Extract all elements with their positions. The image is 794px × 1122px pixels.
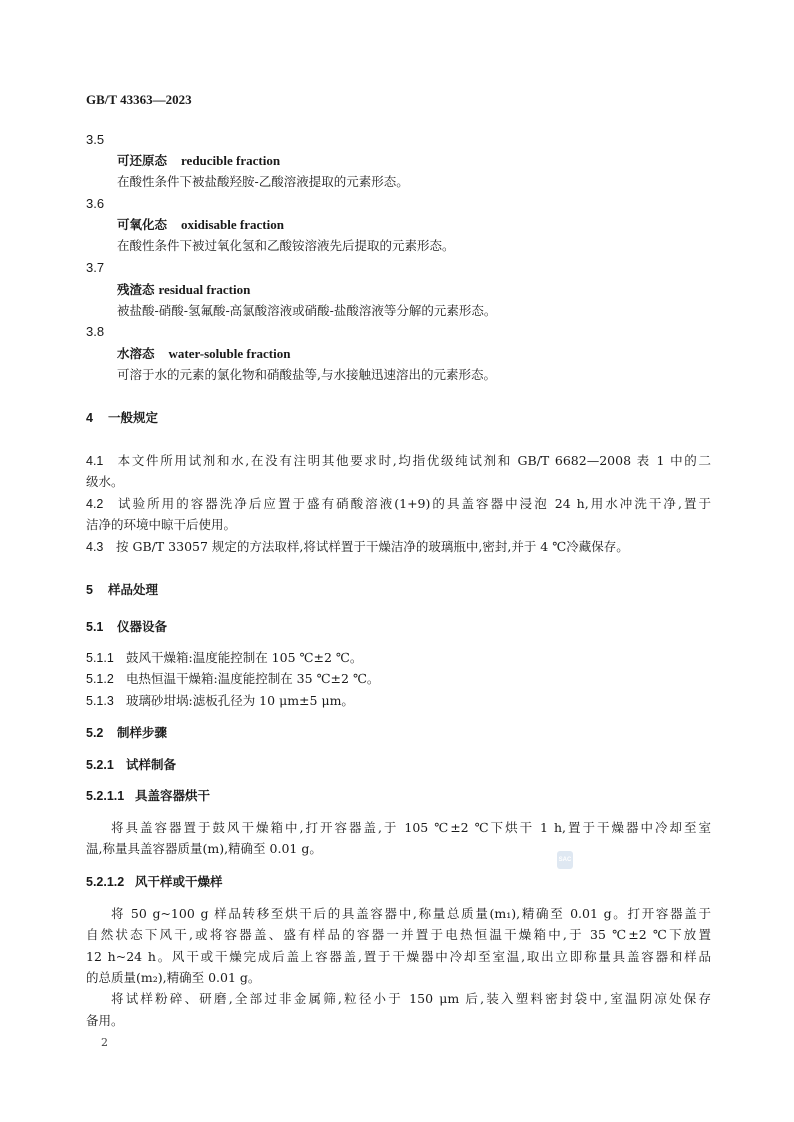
standard-header: GB/T 43363—2023 [86,92,192,107]
clause-number: 5.1.1 [86,651,114,665]
section-title: 制样步骤 [117,725,168,740]
paragraph-line: 的总质量(m₂),精确至 0.01 g。 [86,970,261,985]
subsection-5-1-heading [86,619,167,635]
clause-5-1-3 [86,693,354,709]
section-title: 风干样或干燥样 [135,874,223,889]
paragraph-line: 将 50 g~100 g 样品转移至烘干后的具盖容器中,称量总质量(m₁),精确至 0.01 g。打开容器盖于 [111,906,711,921]
term-title [117,346,290,362]
clause-text: 本文件所用试剂和水,在没有注明其他要求时,均指优级纯试剂和 GB/T 6682—2008 表 1 中的二 [116,453,711,468]
clause-text: 级水。 [86,474,124,489]
subsection-5-2-1-1-heading [86,788,210,804]
section-number: 5.1 [86,620,104,634]
clause-text: 试验所用的容器洗净后应置于盛有硝酸溶液(1+9)的具盖容器中浸泡 24 h,用水冲洗干净,置于 [116,496,711,511]
clause-number: 4.2 [86,497,104,511]
clause-number: 5.1.3 [86,694,114,708]
page-number: 2 [101,1036,108,1049]
clause-4-2 [86,496,711,512]
term-definition: 可溶于水的元素的氯化物和硝酸盐等,与水接触迅速溶出的元素形态。 [117,367,496,382]
section-4-heading [86,410,158,426]
paragraph-line: 将具盖容器置于鼓风干燥箱中,打开容器盖,于 105 ℃±2 ℃下烘干 1 h,置于干燥器中冷却至室 [111,820,711,835]
term-title [117,153,280,169]
subsection-5-2-heading [86,725,167,741]
clause-number: 4.3 [86,540,104,554]
term-definition: 在酸性条件下被盐酸羟胺-乙酸溶液提取的元素形态。 [117,174,409,189]
term-en: oxidisable fraction [181,217,284,232]
sac-watermark-logo: SAC [557,851,573,869]
term-en: reducible fraction [181,153,281,168]
clause-text: 鼓风干燥箱:温度能控制在 105 ℃±2 ℃。 [126,650,363,665]
term-definition: 被盐酸-硝酸-氢氟酸-高氯酸溶液或硝酸-盐酸溶液等分解的元素形态。 [117,303,497,318]
term-number: 3.5 [86,132,105,147]
subsection-5-2-1-heading [86,757,176,773]
paragraph-line: 12 h~24 h。风干或干燥完成后盖上容器盖,置于干燥器中冷却至室温,取出立即称量具盖容器和样品 [86,949,711,964]
clause-text: 洁净的环境中晾干后使用。 [86,517,237,532]
section-number: 5.2.1.1 [86,789,125,803]
clause-4-1 [86,453,711,469]
subsection-5-2-1-2-heading [86,874,223,890]
term-zh: 可氧化态 [117,217,168,232]
section-5-heading [86,582,158,598]
term-title [117,282,250,298]
section-number: 5 [86,583,93,597]
clause-4-3 [86,539,629,555]
term-zh: 残渣态 [117,282,155,297]
clause-text: 按 GB/T 33057 规定的方法取样,将试样置于干燥洁净的玻璃瓶中,密封,并于 4 ℃冷藏保存。 [116,539,629,554]
paragraph-line: 温,称量具盖容器质量(m),精确至 0.01 g。 [86,841,322,856]
section-title: 仪器设备 [117,619,168,634]
paragraph-line: 备用。 [86,1013,124,1028]
term-en: residual fraction [158,282,251,297]
clause-text: 玻璃砂坩埚:滤板孔径为 10 μm±5 μm。 [126,693,354,708]
clause-5-1-1 [86,650,362,666]
clause-5-1-2 [86,671,379,687]
term-en: water-soluble fraction [168,346,291,361]
section-title: 一般规定 [108,410,159,425]
section-number: 5.2.1 [86,758,114,772]
term-number: 3.7 [86,260,105,275]
section-title: 样品处理 [108,582,159,597]
paragraph-line: 将试样粉碎、研磨,全部过非金属筛,粒径小于 150 μm 后,装入塑料密封袋中,室温阴凉处保存 [111,991,711,1006]
section-number: 5.2 [86,726,104,740]
section-title: 试样制备 [126,757,177,772]
term-number: 3.8 [86,324,105,339]
paragraph-line: 自然状态下风干,或将容器盖、盛有样品的容器一并置于电热恒温干燥箱中,于 35 ℃±2 ℃下放置 [86,927,711,942]
term-zh: 可还原态 [117,153,168,168]
section-title: 具盖容器烘干 [135,788,211,803]
term-definition: 在酸性条件下被过氧化氢和乙酸铵溶液先后提取的元素形态。 [117,238,455,253]
term-number: 3.6 [86,196,105,211]
section-number: 5.2.1.2 [86,875,125,889]
clause-number: 5.1.2 [86,672,114,686]
section-number: 4 [86,411,93,425]
clause-text: 电热恒温干燥箱:温度能控制在 35 ℃±2 ℃。 [126,671,380,686]
term-title [117,217,284,233]
term-zh: 水溶态 [117,346,155,361]
clause-number: 4.1 [86,454,104,468]
